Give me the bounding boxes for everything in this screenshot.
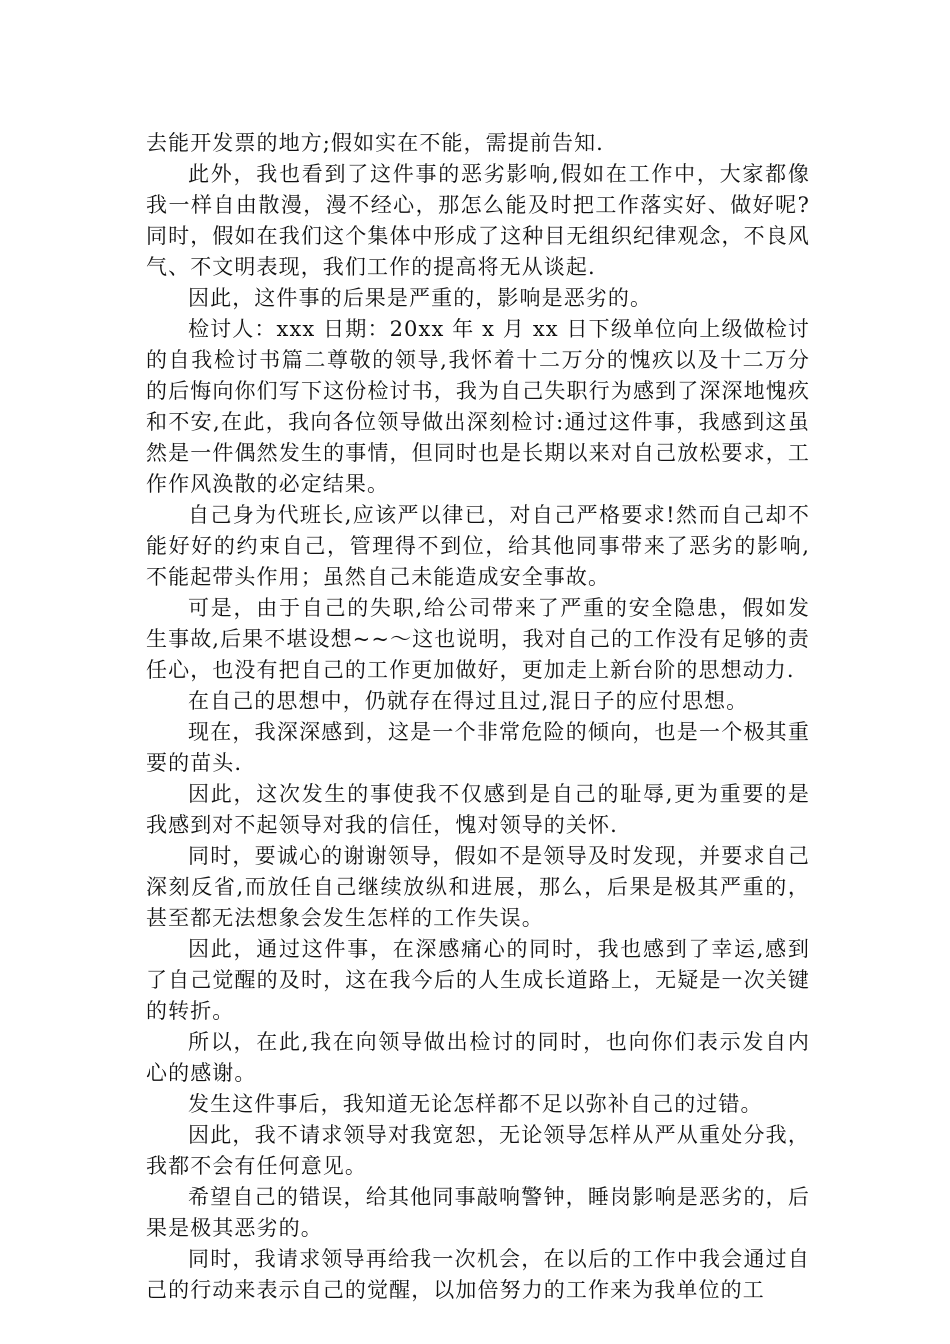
paragraph: 因此，我不请求领导对我宽恕，无论领导怎样从严从重处分我，我都不会有任何意见。 [146,1123,810,1178]
paragraph: 同时，我请求领导再给我一次机会，在以后的工作中我会通过自己的行动来表示自己的觉醒，以加倍努力的工作来为我单位的工 [146,1247,810,1302]
paragraph: 在自己的思想中，仍就存在得过且过,混日子的应付思想。 [188,689,749,713]
paragraph: 自己身为代班长,应该严以律已，对自己严格要求!然而自己却不能好好的约束自己，管理得不到位，给其他同事带来了恶劣的影响,不能起带头作用；虽然自己未能造成安全事故。 [146,503,810,589]
paragraph: 希望自己的错误，给其他同事敲响警钟，睡岗影响是恶劣的，后果是极其恶劣的。 [146,1185,810,1240]
paragraph: 因此，通过这件事，在深感痛心的同时，我也感到了幸运,感到了自己觉醒的及时，这在我今后的人生成长道路上，无疑是一次关键的转折。 [146,937,810,1023]
paragraph: 所以，在此,我在向领导做出检讨的同时，也向你们表示发自内心的感谢。 [146,1030,810,1085]
paragraph: 可是，由于自己的失职,给公司带来了严重的安全隐患，假如发生事故,后果不堪设想~~～这也说明，我对自己的工作没有足够的责任心，也没有把自己的工作更加做好，更加走上新台阶的思想动力. [146,596,810,682]
paragraph-continuation: 去能开发票的地方;假如实在不能，需提前告知. [146,131,604,155]
paragraph: 检讨人：xxx 日期：20xx 年 x 月 xx 日下级单位向上级做检讨的自我检讨书篇二尊敬的领导,我怀着十二万分的愧疚以及十二万分的后悔向你们写下这份检讨书，我为自己失职行为感到了深深地愧疚和不安,在此，我向各位领导做出深刻检讨:通过这件事，我感到这虽然是一件偶然发生的事情，但同时也是长期以来对自己放松要求，工作作风涣散的必定结果。 [146,317,810,496]
paragraph: 现在，我深深感到，这是一个非常危险的倾向，也是一个极其重要的苗头. [146,720,810,775]
paragraph: 发生这件事后，我知道无论怎样都不足以弥补自己的过错。 [188,1092,763,1116]
paragraph: 同时，要诚心的谢谢领导，假如不是领导及时发现，并要求自己深刻反省,而放任自己继续放纵和进展，那么，后果是极其严重的，甚至都无法想象会发生怎样的工作失误。 [146,844,810,930]
paragraph: 因此，这件事的后果是严重的，影响是恶劣的。 [188,286,653,310]
paragraph: 此外，我也看到了这件事的恶劣影响,假如在工作中，大家都像我一样自由散漫，漫不经心，那怎么能及时把工作落实好、做好呢?同时，假如在我们这个集体中形成了这种目无组织纪律观念，不良风气、不文明表现，我们工作的提高将无从谈起. [146,162,810,279]
paragraph: 因此，这次发生的事使我不仅感到是自己的耻辱,更为重要的是我感到对不起领导对我的信任，愧对领导的关怀. [146,782,810,837]
document-body [146,128,810,1306]
